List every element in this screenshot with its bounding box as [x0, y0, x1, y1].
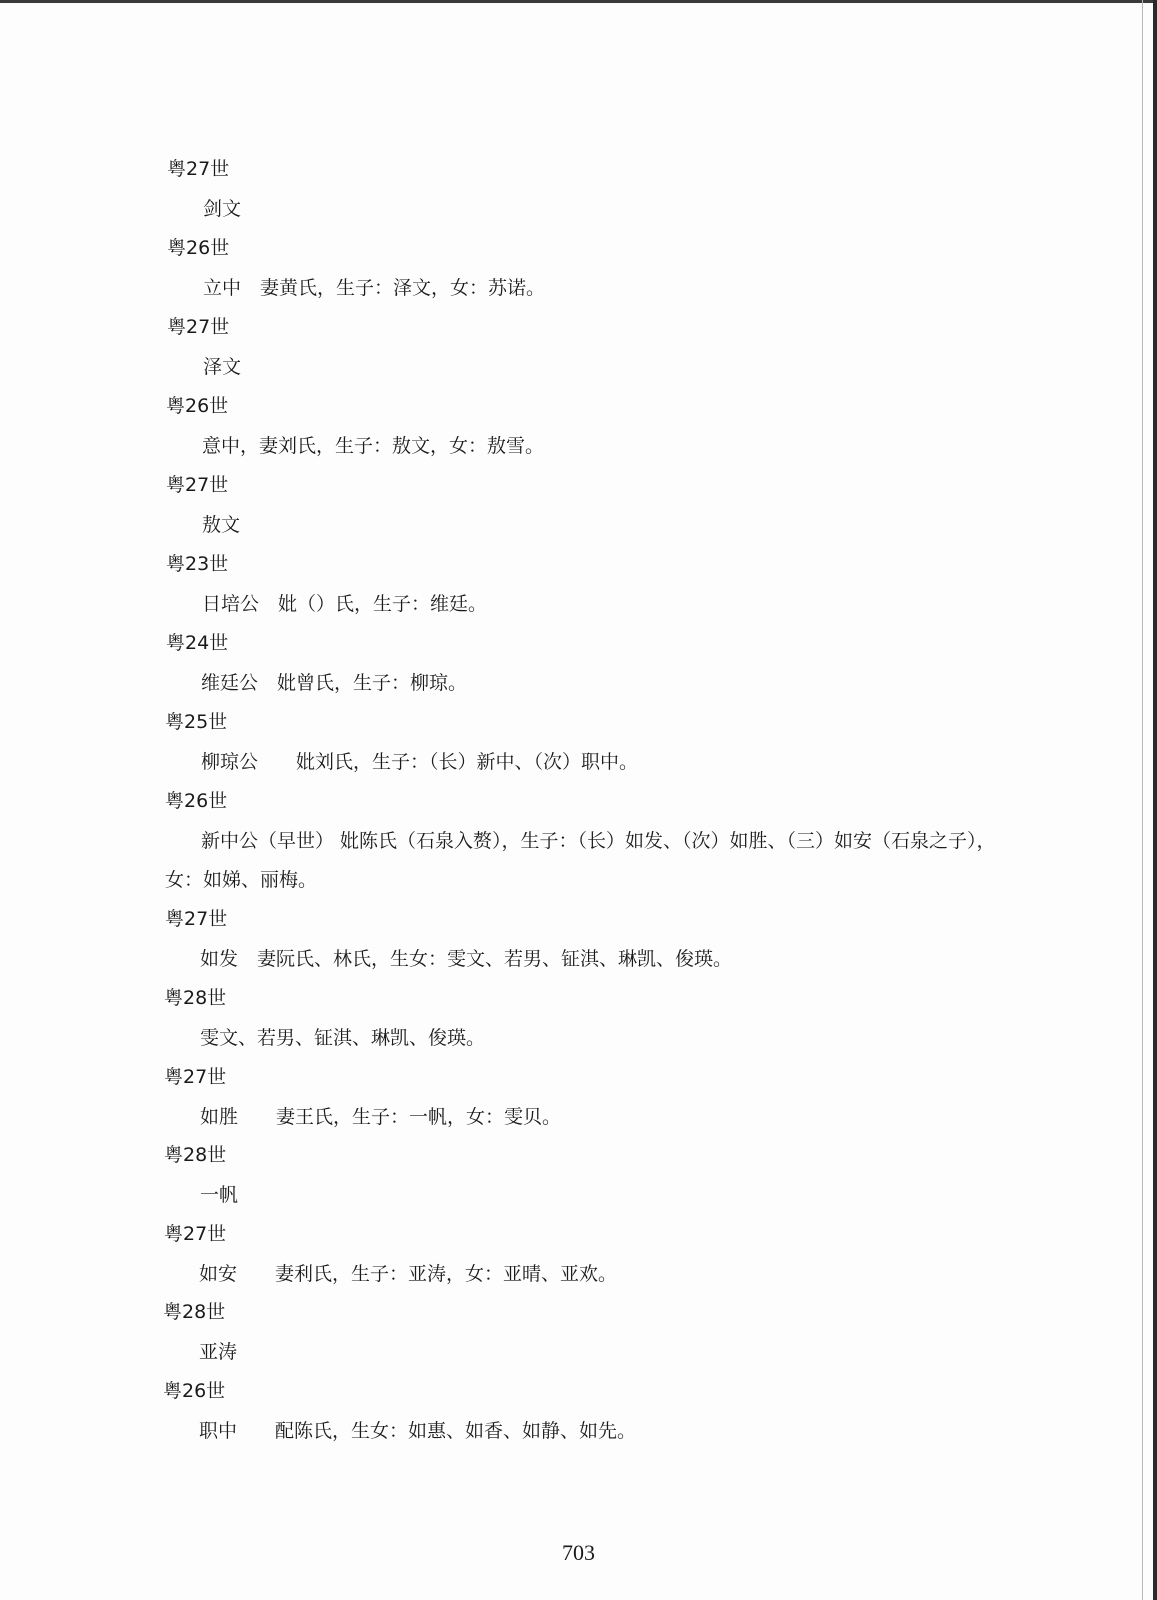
generation-label: 粤27世	[167, 316, 230, 338]
person-entry: 立中 妻黄氏，生子：泽文，女：苏诺。	[203, 277, 546, 299]
person-entry: 敖文	[202, 514, 241, 536]
generation-label: 粤24世	[166, 632, 229, 654]
person-entry: 如胜 妻王氏，生子：一帆，女：雯贝。	[200, 1106, 562, 1128]
generation-label: 粤28世	[164, 987, 227, 1009]
generation-label: 粤27世	[165, 908, 228, 930]
generation-label: 粤26世	[166, 395, 229, 417]
generation-label: 粤25世	[165, 711, 228, 733]
generation-label: 粤23世	[166, 553, 229, 575]
person-entry: 新中公（早世） 妣陈氏（石泉入赘），生子：（长）如发、（次）如胜、（三）如安（石泉之子），	[201, 830, 996, 852]
scan-top-edge	[0, 0, 1157, 3]
person-entry: 意中，妻刘氏，生子：敖文，女：敖雪。	[202, 435, 545, 457]
person-entry-continuation: 女：如娣、丽梅。	[165, 869, 318, 891]
generation-label: 粤26世	[165, 790, 228, 812]
generation-label: 粤27世	[164, 1223, 227, 1245]
scan-right-line	[1142, 0, 1143, 1600]
scan-right-edge	[1153, 0, 1157, 1600]
page-number: 703	[562, 1540, 595, 1565]
person-entry: 泽文	[203, 356, 242, 378]
generation-label: 粤27世	[167, 158, 230, 180]
person-entry: 雯文、若男、钲淇、琳凯、俊瑛。	[200, 1027, 486, 1049]
person-entry: 如安 妻利氏，生子：亚涛，女：亚晴、亚欢。	[199, 1263, 618, 1285]
generation-label: 粤26世	[167, 237, 230, 259]
person-entry: 职中 配陈氏，生女：如惠、如香、如静、如先。	[199, 1420, 637, 1442]
generation-label: 粤27世	[166, 474, 229, 496]
person-entry: 亚涛	[199, 1341, 238, 1363]
generation-label: 粤27世	[164, 1066, 227, 1088]
person-entry: 日培公 妣（）氏，生子：维廷。	[202, 593, 488, 615]
person-entry: 剑文	[203, 198, 242, 220]
person-entry: 如发 妻阮氏、林氏，生女：雯文、若男、钲淇、琳凯、俊瑛。	[200, 948, 733, 970]
person-entry: 一帆	[200, 1184, 239, 1206]
person-entry: 柳琼公 妣刘氏，生子：（长）新中、（次）职中。	[201, 751, 639, 773]
person-entry: 维廷公 妣曾氏，生子：柳琼。	[201, 672, 468, 694]
generation-label: 粤28世	[163, 1301, 226, 1323]
generation-label: 粤28世	[164, 1144, 227, 1166]
generation-label: 粤26世	[163, 1380, 226, 1402]
